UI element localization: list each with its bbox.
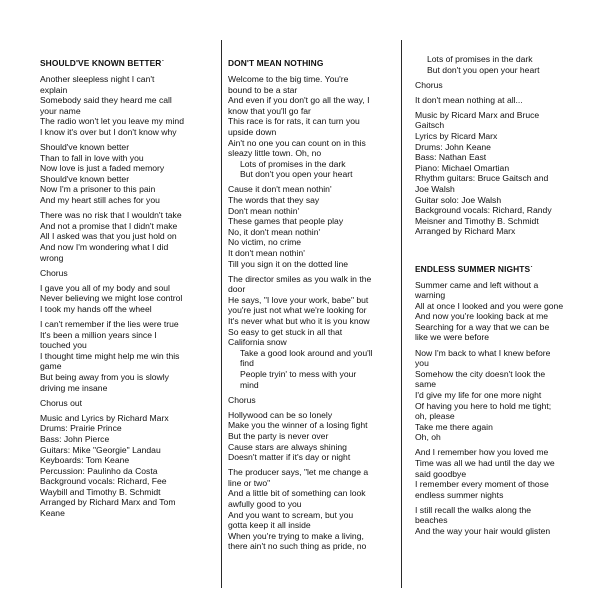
lyric-line: Chorus	[415, 79, 443, 90]
lyric-line: Meisner and Timothy B. Schmidt	[415, 215, 539, 226]
lyric-line: Waybill and Timothy B. Schmidt	[40, 486, 161, 497]
lyric-line: And you want to scream, but you	[228, 509, 354, 520]
lyric-line: I still recall the walks along the	[415, 504, 532, 515]
lyric-line: It don't mean nothing at all...	[415, 94, 523, 105]
lyric-stanza	[40, 283, 200, 315]
lyric-line: Welcome to the big time. You're	[228, 74, 349, 84]
lyric-stanza	[228, 74, 401, 180]
lyric-line: And not a promise that I didn't make	[40, 220, 178, 231]
lyric-stanza	[228, 395, 401, 406]
lyric-line: And my heart still aches for you	[40, 195, 160, 206]
lyric-line: Make you the winner of a losing fight	[228, 420, 368, 431]
lyric-line: Bass: Nathan East	[415, 152, 487, 163]
lyric-line: I thought time might help me win this	[40, 350, 180, 361]
lyric-line: It's never what but who it is you know	[228, 316, 370, 327]
lyric-stanza	[415, 447, 599, 500]
lyric-line: But being away from you is slowly	[40, 371, 169, 382]
lyric-stanza	[415, 505, 599, 537]
lyric-line: And a little bit of something can look	[228, 488, 366, 499]
lyric-line: All at once I looked and you were gone	[415, 300, 564, 311]
lyric-line: And I remember how you loved me	[415, 447, 549, 458]
lyric-line: Of having you here to hold me tight;	[415, 400, 552, 411]
lyric-line: There was no risk that I wouldn't take	[40, 210, 182, 221]
lyric-line: Chorus	[228, 394, 256, 405]
lyric-line: Somehow the city doesn't look the	[415, 368, 546, 379]
lyric-line: Arranged by Richard Marx and Tom	[40, 497, 176, 508]
lyric-line: explain	[40, 84, 68, 95]
lyric-line: Joe Walsh	[415, 184, 455, 195]
lyric-line: Rhythm guitars: Bruce Gaitsch and	[415, 173, 549, 184]
lyric-line: I can't remember if the lies were true	[40, 318, 179, 329]
lyric-line: Somebody said they heard me call	[40, 95, 172, 106]
lyric-line: endless summer nights	[415, 489, 504, 500]
lyric-line: oh, please	[415, 411, 455, 422]
lyric-line: Keyboards: Tom Keane	[40, 455, 130, 466]
lyric-line: I took my hands off the wheel	[40, 303, 152, 314]
lyric-line: The director smiles as you walk in the	[228, 273, 372, 284]
lyric-line: Hollywood can be so lonely	[228, 409, 333, 420]
lyric-line: Lyrics by Ricard Marx	[415, 131, 498, 142]
lyric-line: But the party is never over	[228, 431, 329, 441]
lyric-stanza	[40, 319, 200, 393]
lyric-stanza	[415, 54, 599, 75]
lyric-line: Background vocals: Richard, Randy	[415, 205, 552, 216]
lyric-line: Ain't no one you can count on in this	[228, 137, 366, 148]
lyric-stanza	[228, 184, 401, 269]
lyric-line: Bass: John Pierce	[40, 433, 110, 444]
lyric-line: Music and Lyrics by Richard Marx	[40, 412, 169, 423]
lyric-line: upside down	[228, 126, 277, 137]
lyric-line: find	[240, 358, 254, 369]
lyric-line: there ain't no such thing as pride, no	[228, 541, 367, 552]
lyric-line: Than to fall in love with you	[40, 152, 144, 163]
lyric-line: He says, "I love your work, babe" but	[228, 294, 369, 305]
lyric-line: driving me insane	[40, 382, 108, 393]
lyric-line: Lots of promises in the dark	[427, 54, 533, 64]
lyric-line: mind	[240, 379, 259, 390]
lyric-stanza	[228, 410, 401, 463]
lyric-stanza	[40, 210, 200, 263]
lyric-stanza	[415, 110, 599, 237]
lyric-line: gotta keep it all inside	[228, 520, 311, 531]
lyric-line: Drums: Prairie Prince	[40, 423, 122, 434]
lyric-line: Should've known better	[40, 142, 130, 153]
lyric-line: your name	[40, 105, 81, 116]
lyric-line: This race is for rats, it can turn you	[228, 116, 360, 127]
lyric-line: Don't mean nothin'	[228, 205, 300, 216]
lyric-line: you	[415, 358, 429, 369]
lyric-line: Time was all we had until the day we	[415, 458, 555, 468]
lyric-line: Chorus	[40, 267, 68, 278]
lyric-line: Summer came and left without a	[415, 279, 539, 290]
section-spacer	[415, 242, 599, 264]
lyric-stanza	[40, 413, 200, 519]
lyric-line: I gave you all of my body and soul	[40, 282, 170, 293]
lyric-line: sleazy little town. Oh, no	[228, 148, 322, 159]
lyric-line: bound to be a star	[228, 84, 298, 95]
lyric-line: The producer says, "let me change a	[228, 467, 369, 478]
lyric-line: And even if you don't go all the way, I	[228, 95, 370, 106]
lyric-line: like we were before	[415, 332, 490, 343]
lyric-line: Music by Ricard Marx and Bruce	[415, 109, 540, 120]
lyric-line: Searching for a way that we can be	[415, 321, 550, 332]
lyric-line: line or two"	[228, 477, 271, 488]
lyric-line: you're just not what we're looking for	[228, 305, 367, 316]
lyric-line: door	[228, 284, 246, 295]
song-title: DON'T MEAN NOTHING	[228, 58, 324, 68]
lyric-line: But don't you open your heart	[427, 64, 540, 75]
lyric-line: Guitar solo: Joe Walsh	[415, 194, 502, 205]
lyric-line: Lots of promises in the dark	[240, 158, 346, 169]
lyric-line: Till you sign it on the dotted line	[228, 258, 349, 269]
lyric-line: warning	[415, 290, 446, 301]
lyric-line: Piano: Michael Omartian	[415, 162, 510, 173]
lyric-line: Now I'm back to what I knew before	[415, 347, 551, 358]
lyric-line: Chorus out	[40, 397, 83, 408]
lyric-line: I know it's over but I don't know why	[40, 126, 177, 137]
lyric-line: I remember every moment of those	[415, 479, 549, 490]
lyric-line: Background vocals: Richard, Fee	[40, 476, 167, 487]
lyric-stanza	[40, 398, 200, 409]
lyric-line: Drums: John Keane	[415, 141, 491, 152]
lyric-line: It don't mean nothin'	[228, 248, 305, 258]
lyric-line: said goodbye	[415, 468, 467, 479]
lyric-line: The radio won't let you leave my mind	[40, 116, 184, 127]
lyric-line: Now love is just a faded memory	[40, 163, 165, 174]
column-1	[0, 0, 200, 593]
lyric-line: And the way your hair would glisten	[415, 526, 551, 537]
lyric-line: So easy to get stuck in all that	[228, 326, 343, 337]
column-3	[402, 0, 599, 593]
lyric-line: Doesn't matter if it's day or night	[228, 452, 351, 463]
lyric-line: beaches	[415, 515, 448, 526]
lyric-line: And now you're looking back at me	[415, 311, 549, 322]
lyric-stanza	[40, 74, 200, 138]
lyric-line: California snow	[228, 337, 287, 348]
lyric-line: Never believing we might lose control	[40, 293, 183, 304]
lyric-line: No, it don't mean nothin'	[228, 226, 321, 237]
lyric-line: Guitars: Mike "Georgie" Landau	[40, 444, 161, 455]
lyric-line: Oh, oh	[415, 432, 441, 443]
lyric-line: Arranged by Richard Marx	[415, 226, 516, 237]
column-2	[221, 0, 401, 593]
lyric-stanza	[415, 348, 599, 443]
lyric-line: Another sleepless night I can't	[40, 74, 155, 84]
lyric-line: All I asked was that you just hold on	[40, 231, 177, 242]
lyric-stanza	[228, 467, 401, 552]
lyric-line: Now I'm a prisoner to this pain	[40, 184, 156, 195]
lyric-line: These games that people play	[228, 216, 344, 227]
lyric-stanza	[40, 268, 200, 279]
lyric-line: No victim, no crime	[228, 237, 302, 248]
lyric-line: game	[40, 361, 62, 372]
lyric-stanza	[415, 95, 599, 106]
lyric-line: Percussion: Paulinho da Costa	[40, 465, 158, 476]
lyric-line: Take a good look around and you'll	[240, 347, 373, 358]
lyric-line: Keane	[40, 508, 65, 519]
lyric-line: touched you	[40, 340, 87, 351]
lyric-stanza	[228, 274, 401, 391]
lyric-line: Cause stars are always shining	[228, 441, 347, 452]
lyric-line: The words that they say	[228, 195, 320, 206]
lyric-line: But don't you open your heart	[240, 169, 353, 180]
lyric-line: I'd give my life for one more night	[415, 389, 542, 400]
song-title: SHOULD'VE KNOWN BETTER˙	[40, 58, 165, 68]
lyric-stanza	[415, 80, 599, 91]
lyric-line: People tryin' to mess with your	[240, 369, 357, 380]
lyric-line: awfully good to you	[228, 499, 302, 510]
lyric-stanza	[415, 280, 599, 344]
lyric-line: Take me there again	[415, 421, 493, 432]
lyric-stanza	[40, 142, 200, 206]
lyric-line: Should've known better	[40, 173, 130, 184]
lyric-line: When you're trying to make a living,	[228, 530, 364, 541]
lyric-line: same	[415, 379, 437, 390]
lyric-line: wrong	[40, 252, 64, 263]
lyric-line: Gaitsch	[415, 120, 445, 131]
lyric-line: know that you'll go far	[228, 105, 311, 116]
lyric-line: Cause it don't mean nothin'	[228, 184, 332, 195]
lyric-line: And now I'm wondering what I did	[40, 241, 169, 252]
song-title: ENDLESS SUMMER NIGHTS˙	[415, 263, 534, 274]
lyric-line: It's been a million years since I	[40, 329, 157, 340]
